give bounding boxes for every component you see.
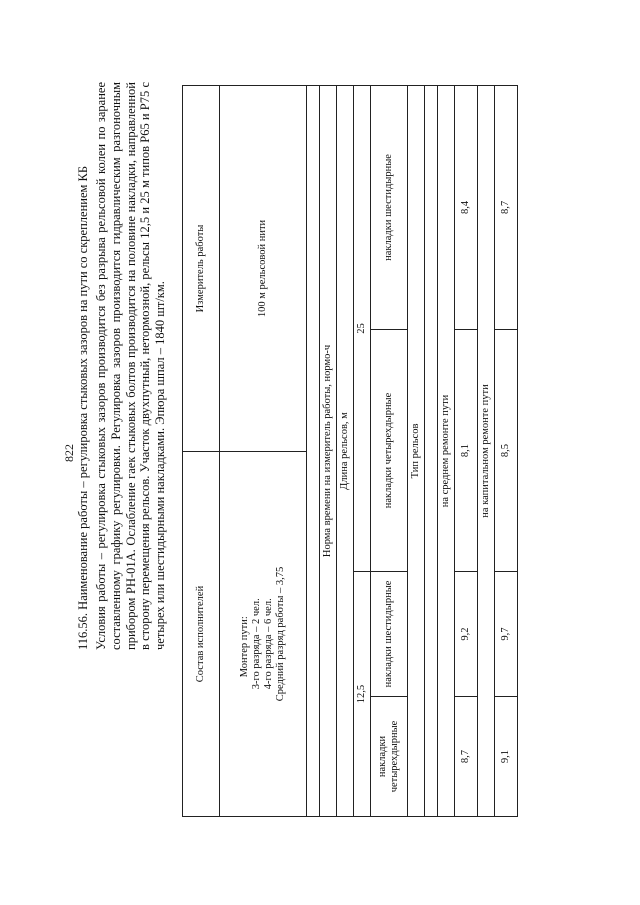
length-25: 25 — [354, 85, 371, 571]
staff-line1: 3-го разряда – 2 чел. — [251, 598, 262, 690]
staff-line2: 4-го разряда – 6 чел. — [263, 598, 274, 690]
staff-title: Монтер пути: — [239, 616, 250, 678]
staff-avg: Средний разряд работы – 3,75 — [275, 566, 286, 702]
value-cell: 8,1 — [455, 329, 478, 571]
medium-values-row — [455, 85, 478, 816]
value-cell: 9,7 — [495, 572, 518, 697]
header-meter: Измеритель работы — [183, 85, 220, 451]
value-cell: 9,1 — [495, 697, 518, 817]
rail-length-label: Длина рельсов, м — [337, 85, 354, 816]
spacer-row — [425, 85, 438, 816]
meter-cell: 100 м рельсовой нити — [220, 85, 307, 451]
work-conditions: Условия работы – регулировка стыковых зазоров производится без разрыва рельсовой колеи по заранее составленному графику регулировки. Регулировка зазоров производится гидравлическим разгоночным прибором РН-01А. Ослабление гаек стыковых болтов производится на половине накладки, направленной в сторону перемещения рельсов. Участок двухпутный, нетормозной, рельсы 12,5 и 25 м типов Р65 и Р75 с четырех или шестидырными накладками. Эпюра шпал – 1840 шт/км. — [94, 82, 168, 650]
type-cell: накладки шестидырные — [371, 572, 408, 697]
spacer-row — [307, 85, 320, 816]
value-cell: 8,5 — [495, 329, 518, 571]
staff-row — [220, 85, 307, 816]
type-cell: накладки четырехдырные — [371, 697, 408, 817]
length-12-5: 12,5 — [354, 572, 371, 817]
value-cell: 9,2 — [455, 572, 478, 697]
header-staff: Состав исполнителей — [183, 451, 220, 816]
header-row — [183, 85, 220, 816]
page-number: 822 — [62, 444, 76, 462]
rail-type-label: Тип рельсов — [408, 85, 425, 816]
type-cell: накладки четырехдырные — [371, 329, 408, 571]
capital-repair-label: на капитальном ремонте пути — [478, 85, 495, 816]
value-cell: 8,7 — [495, 85, 518, 329]
capital-values-row — [495, 85, 518, 816]
norm-title: Норма времени на измеритель работы, нормо-ч — [320, 85, 337, 816]
medium-repair-label: на среднем ремонте пути — [438, 85, 455, 816]
staff-cell — [220, 451, 307, 816]
norm-table — [182, 85, 518, 817]
type-cell: накладки шестидырные — [371, 85, 408, 329]
value-cell: 8,4 — [455, 85, 478, 329]
value-cell: 8,7 — [455, 697, 478, 817]
section-title: 116.56. Наименование работы – регулировка стыковых зазоров на пути со скреплением КБ — [76, 165, 90, 650]
